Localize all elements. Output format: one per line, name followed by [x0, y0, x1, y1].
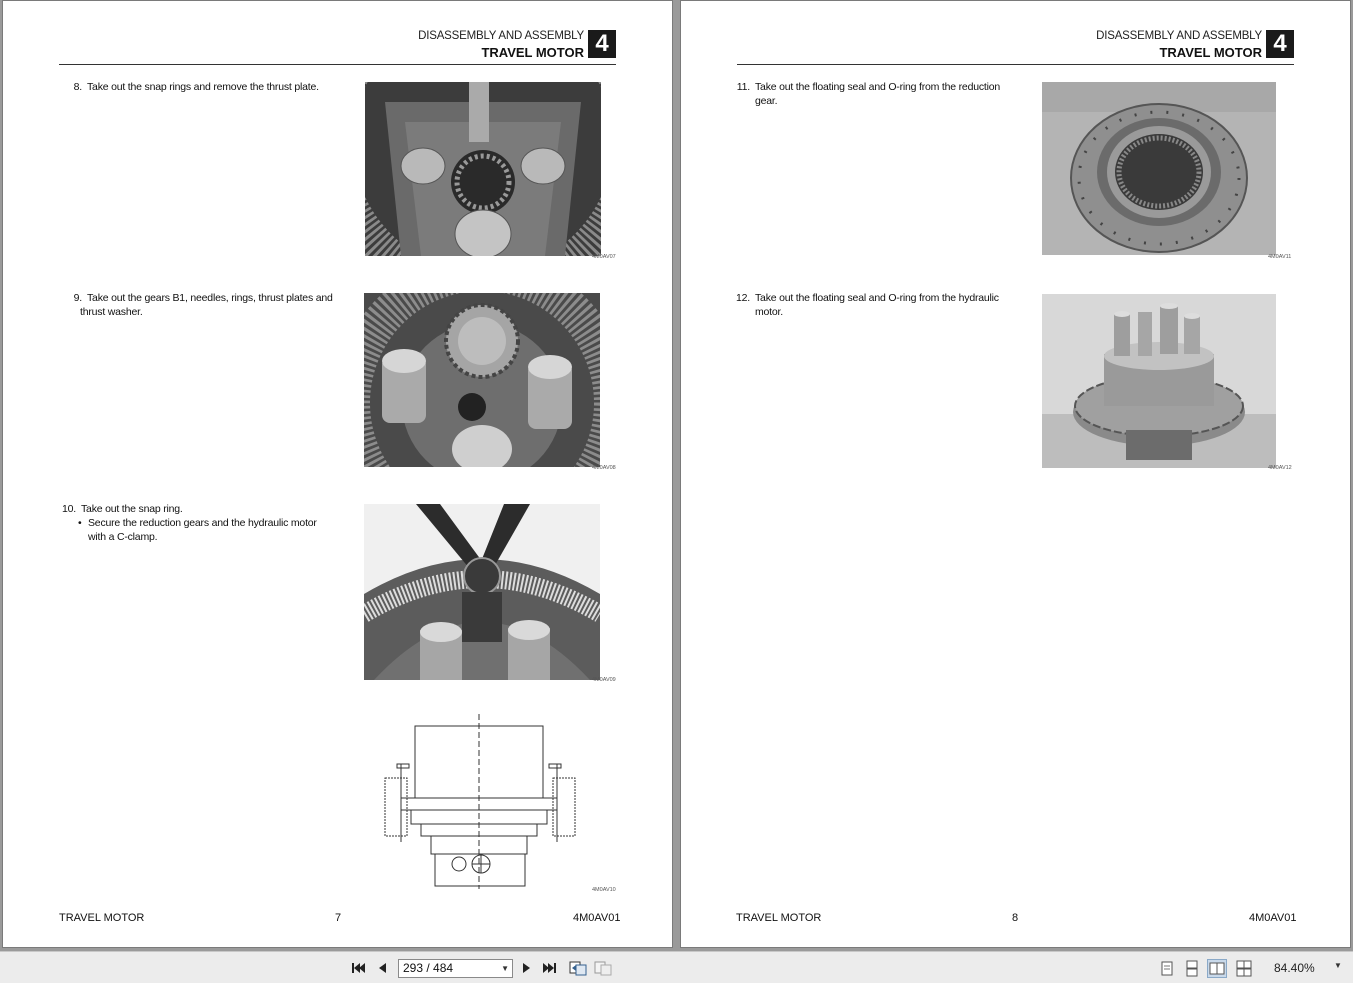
header-rule	[59, 64, 616, 65]
step-10	[57, 502, 317, 544]
last-page-button[interactable]	[542, 960, 558, 976]
bullet-text: • Secure the reduction gears and the hydraulic motor	[88, 517, 317, 529]
header-title: TRAVEL MOTOR	[481, 45, 584, 60]
photo-caption: 4M0AV12	[1268, 465, 1292, 471]
footer-code: 4M0AV01	[573, 912, 621, 924]
photo-reduction-gear	[1042, 82, 1276, 255]
single-page-view-button[interactable]	[1157, 959, 1177, 978]
photo-caption: 4M0AV07	[592, 254, 616, 260]
first-page-icon	[350, 960, 366, 976]
page-indicator: 293 / 484	[403, 961, 454, 975]
document-page-7	[2, 0, 673, 948]
zoom-level[interactable]: 84.40%	[1274, 961, 1315, 975]
prev-page-icon	[375, 960, 391, 976]
photo-thrust-plate	[365, 82, 601, 256]
go-forward-view-button[interactable]	[594, 960, 612, 976]
page-header	[1096, 29, 1294, 61]
photo-hydraulic-motor	[1042, 294, 1276, 468]
step-text: motor.	[755, 306, 783, 318]
chapter-badge: 4	[1266, 30, 1294, 58]
diagram-c-clamp	[381, 714, 581, 889]
footer-page-number: 8	[1012, 912, 1019, 924]
step-number: 12.	[736, 292, 750, 304]
footer-page-number: 7	[335, 912, 342, 924]
go-back-view-button[interactable]	[569, 960, 587, 976]
bullet-text: with a C-clamp.	[88, 531, 158, 543]
next-page-icon	[518, 960, 534, 976]
step-11	[731, 80, 1000, 108]
forward-view-icon	[594, 960, 612, 976]
step-text: gear.	[755, 95, 778, 107]
step-number: 10.	[62, 503, 76, 515]
photo-caption: 4M0AV09	[592, 677, 616, 683]
page-header	[418, 29, 616, 61]
step-text: Take out the snap rings and remove the thrust plate.	[87, 81, 319, 93]
step-number: 9.	[73, 292, 82, 304]
step-8	[63, 80, 319, 94]
chapter-badge: 4	[588, 30, 616, 58]
header-section: DISASSEMBLY AND ASSEMBLY	[418, 30, 584, 42]
page-number-input[interactable]	[398, 959, 513, 978]
back-view-icon	[569, 960, 587, 976]
single-page-icon	[1157, 959, 1177, 978]
continuous-view-button[interactable]	[1182, 959, 1202, 978]
header-title: TRAVEL MOTOR	[1159, 45, 1262, 60]
facing-continuous-view-button[interactable]	[1234, 959, 1254, 978]
facing-pages-icon	[1208, 960, 1226, 977]
zoom-dropdown-icon[interactable]: ▼	[1334, 961, 1342, 970]
bullet-note	[57, 516, 317, 544]
photo-gears-b1	[364, 293, 600, 467]
step-text: thrust washer.	[80, 306, 143, 318]
photo-snap-ring	[364, 504, 600, 680]
chevron-down-icon[interactable]: ▼	[501, 964, 509, 973]
header-rule	[737, 64, 1294, 65]
footer-left: TRAVEL MOTOR	[736, 912, 822, 924]
step-text: Take out the floating seal and O-ring from the reduction	[755, 81, 1001, 93]
step-text: Take out the gears B1, needles, rings, thrust plates and	[87, 292, 333, 304]
footer-code: 4M0AV01	[1249, 912, 1297, 924]
photo-caption: 4M0AV11	[1268, 254, 1292, 260]
step-number: 11.	[736, 81, 750, 93]
step-number: 8.	[73, 81, 82, 93]
facing-continuous-icon	[1234, 959, 1254, 978]
step-text: Take out the snap ring.	[81, 503, 183, 515]
facing-view-button[interactable]	[1207, 959, 1227, 978]
footer-left: TRAVEL MOTOR	[59, 912, 145, 924]
header-section: DISASSEMBLY AND ASSEMBLY	[1096, 30, 1262, 42]
step-text: Take out the floating seal and O-ring from the hydraulic	[755, 292, 999, 304]
first-page-button[interactable]	[350, 960, 366, 976]
step-9	[63, 291, 333, 319]
continuous-page-icon	[1182, 959, 1202, 978]
next-page-button[interactable]	[518, 960, 534, 976]
last-page-icon	[542, 960, 558, 976]
prev-page-button[interactable]	[375, 960, 391, 976]
document-page-8	[680, 0, 1351, 948]
photo-caption: 4M0AV08	[592, 465, 616, 471]
step-12	[731, 291, 999, 319]
viewer-toolbar	[0, 951, 1353, 983]
drawing-caption: 4M0AV10	[592, 887, 616, 893]
